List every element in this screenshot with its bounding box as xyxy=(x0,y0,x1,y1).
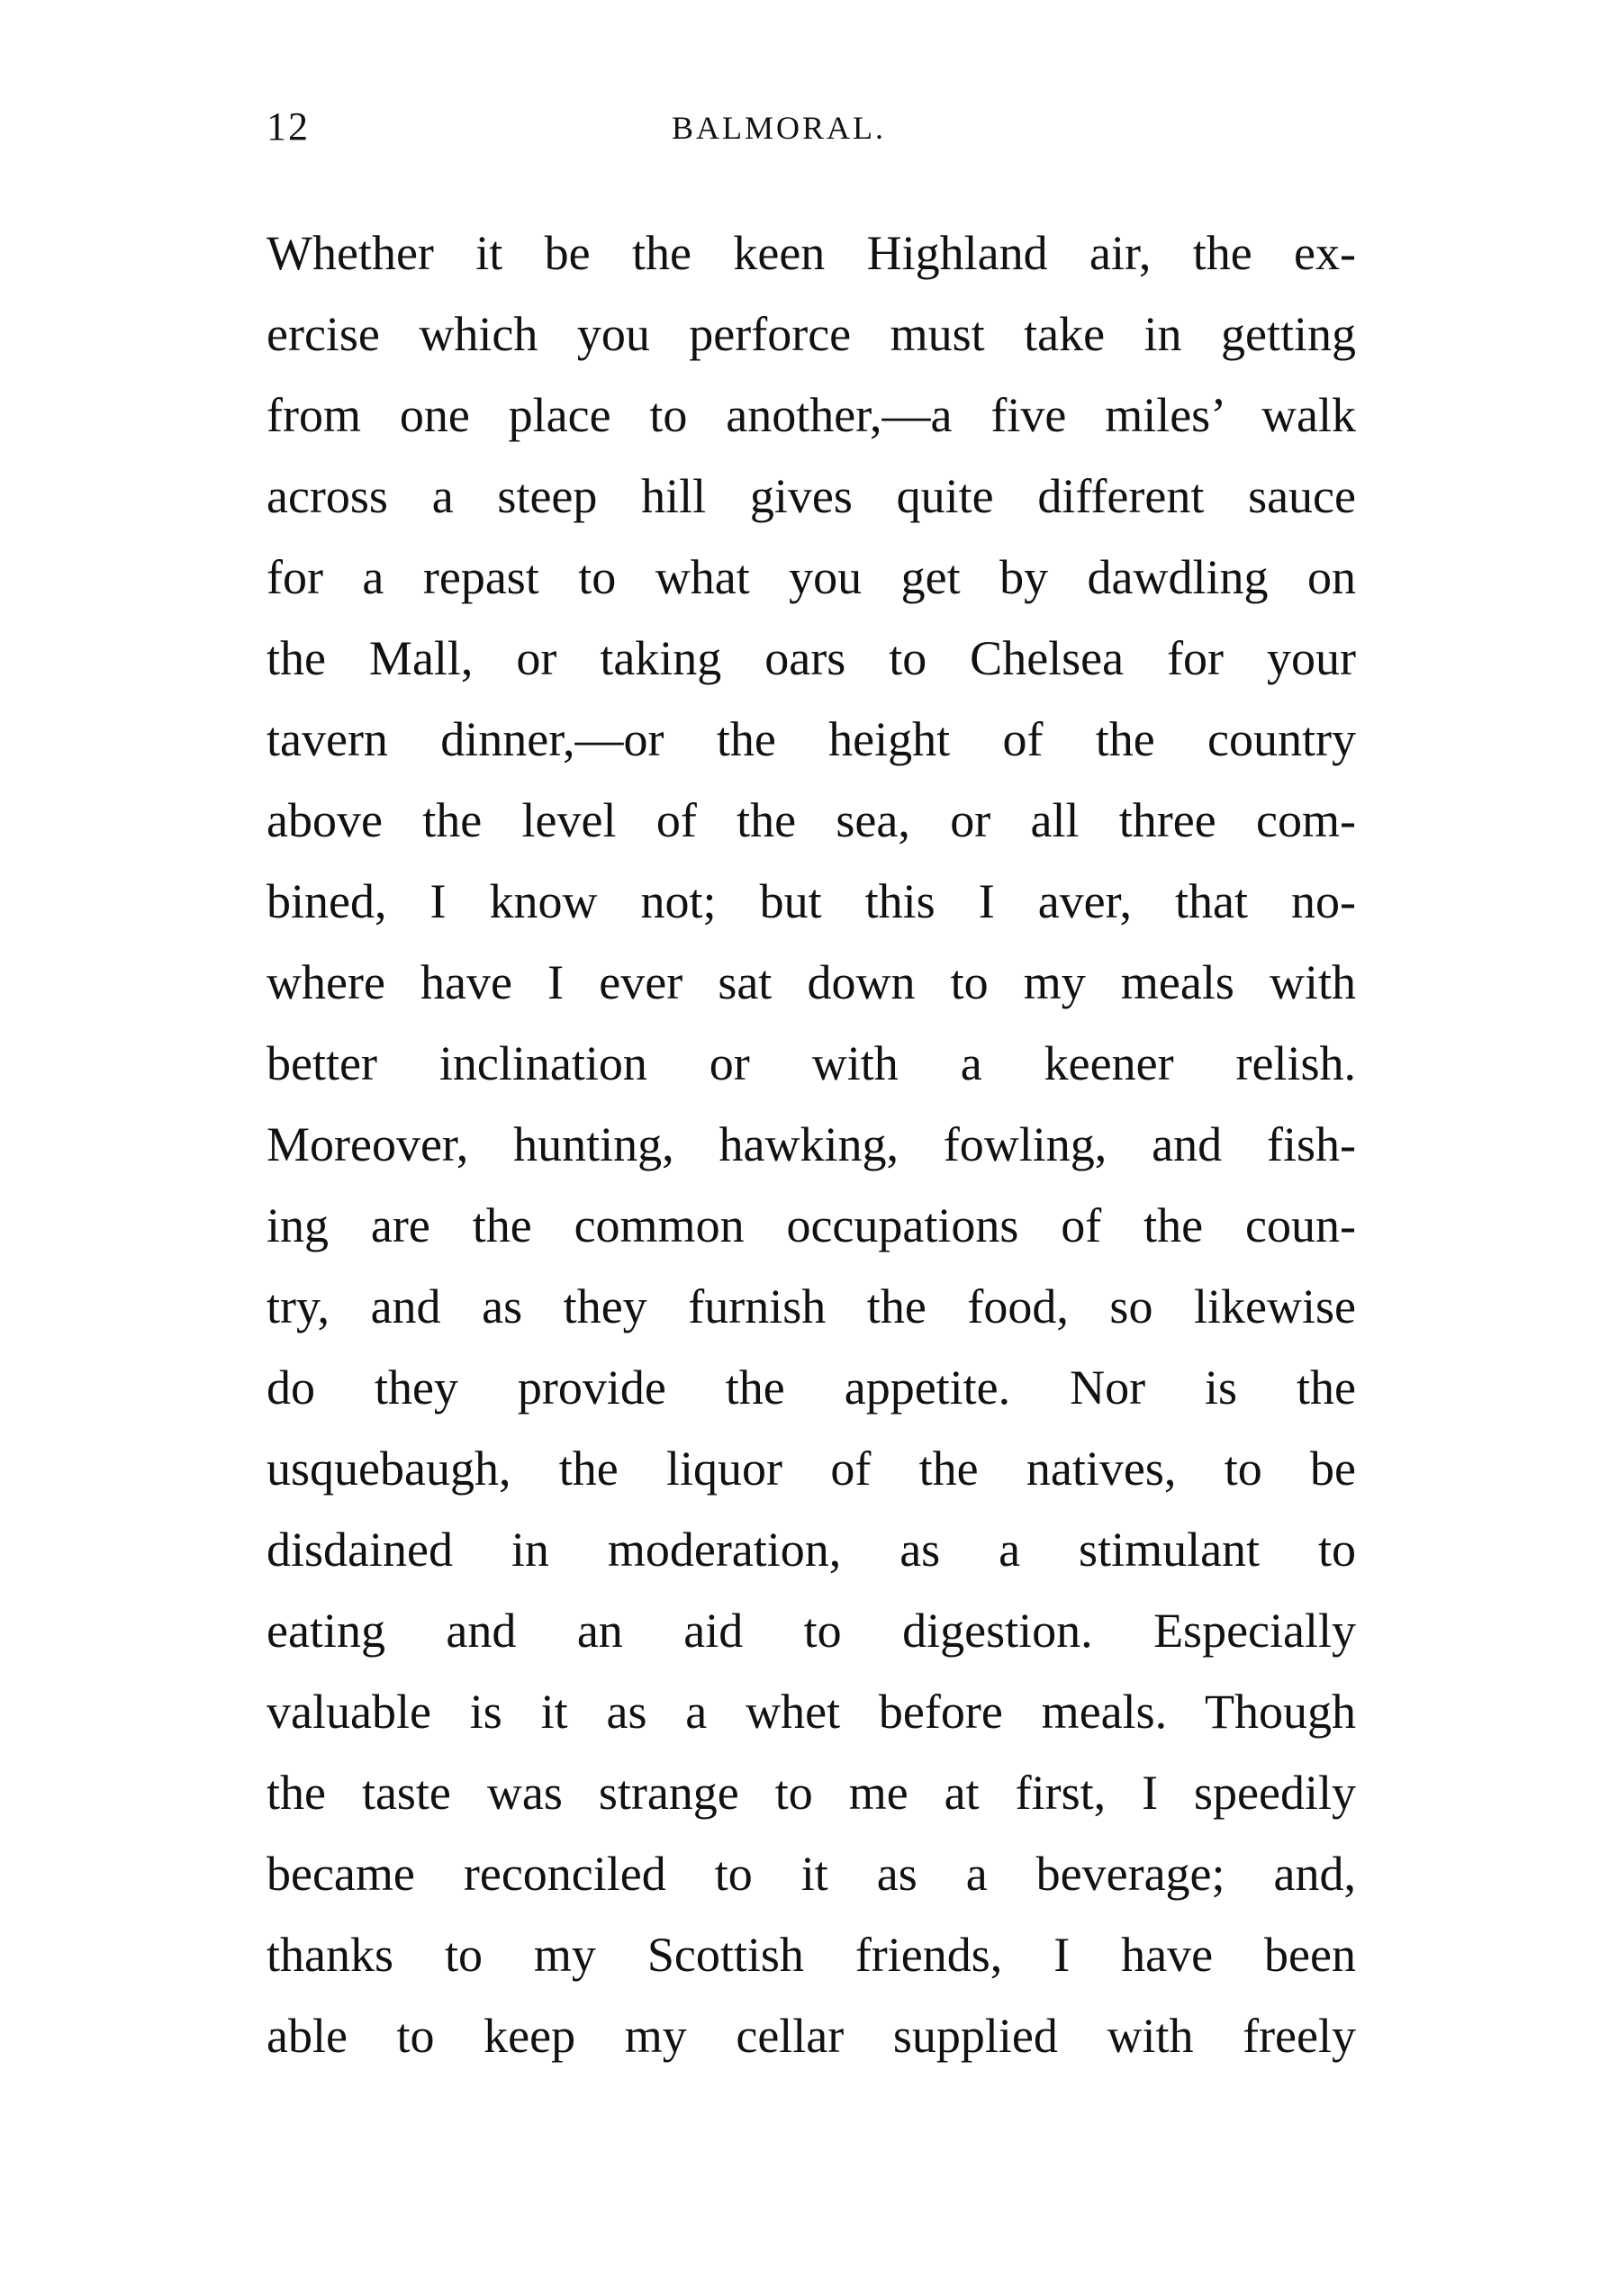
text-line: valuable is it as a whet before meals. Though xyxy=(267,1685,1356,1739)
running-title: BALMORAL. xyxy=(672,110,887,146)
text-line: ing are the common occupations of the coun- xyxy=(267,1198,1356,1252)
text-line: for a repast to what you get by dawdling on xyxy=(267,550,1356,604)
text-line: disdained in moderation, as a stimulant to xyxy=(267,1523,1356,1577)
running-head xyxy=(267,104,1356,158)
text-line: the taste was strange to me at first, I speedily xyxy=(267,1766,1356,1820)
text-line: Whether it be the keen Highland air, the ex- xyxy=(267,226,1356,280)
text-line: able to keep my cellar supplied with freely xyxy=(267,2009,1356,2063)
text-line: where have I ever sat down to my meals with xyxy=(267,955,1356,1009)
text-line: ercise which you perforce must take in getting xyxy=(267,307,1356,361)
body-text xyxy=(267,212,1356,2076)
text-line: thanks to my Scottish friends, I have been xyxy=(267,1928,1356,1982)
text-line: try, and as they furnish the food, so likewise xyxy=(267,1279,1356,1333)
text-line: Moreover, hunting, hawking, fowling, and fish- xyxy=(267,1117,1356,1171)
text-line: eating and an aid to digestion. Especially xyxy=(267,1604,1356,1658)
text-line: better inclination or with a keener relish. xyxy=(267,1036,1356,1090)
text-line: from one place to another,—a five miles’ walk xyxy=(267,388,1356,442)
text-line: above the level of the sea, or all three com- xyxy=(267,793,1356,847)
text-line: across a steep hill gives quite different sauce xyxy=(267,469,1356,523)
page-number: 12 xyxy=(267,104,310,149)
text-line: bined, I know not; but this I aver, that no- xyxy=(267,874,1356,928)
text-line: became reconciled to it as a beverage; and, xyxy=(267,1847,1356,1901)
text-line: the Mall, or taking oars to Chelsea for your xyxy=(267,631,1356,685)
text-line: tavern dinner,—or the height of the country xyxy=(267,712,1356,766)
text-line: usquebaugh, the liquor of the natives, to be xyxy=(267,1442,1356,1496)
text-line: do they provide the appetite. Nor is the xyxy=(267,1360,1356,1415)
